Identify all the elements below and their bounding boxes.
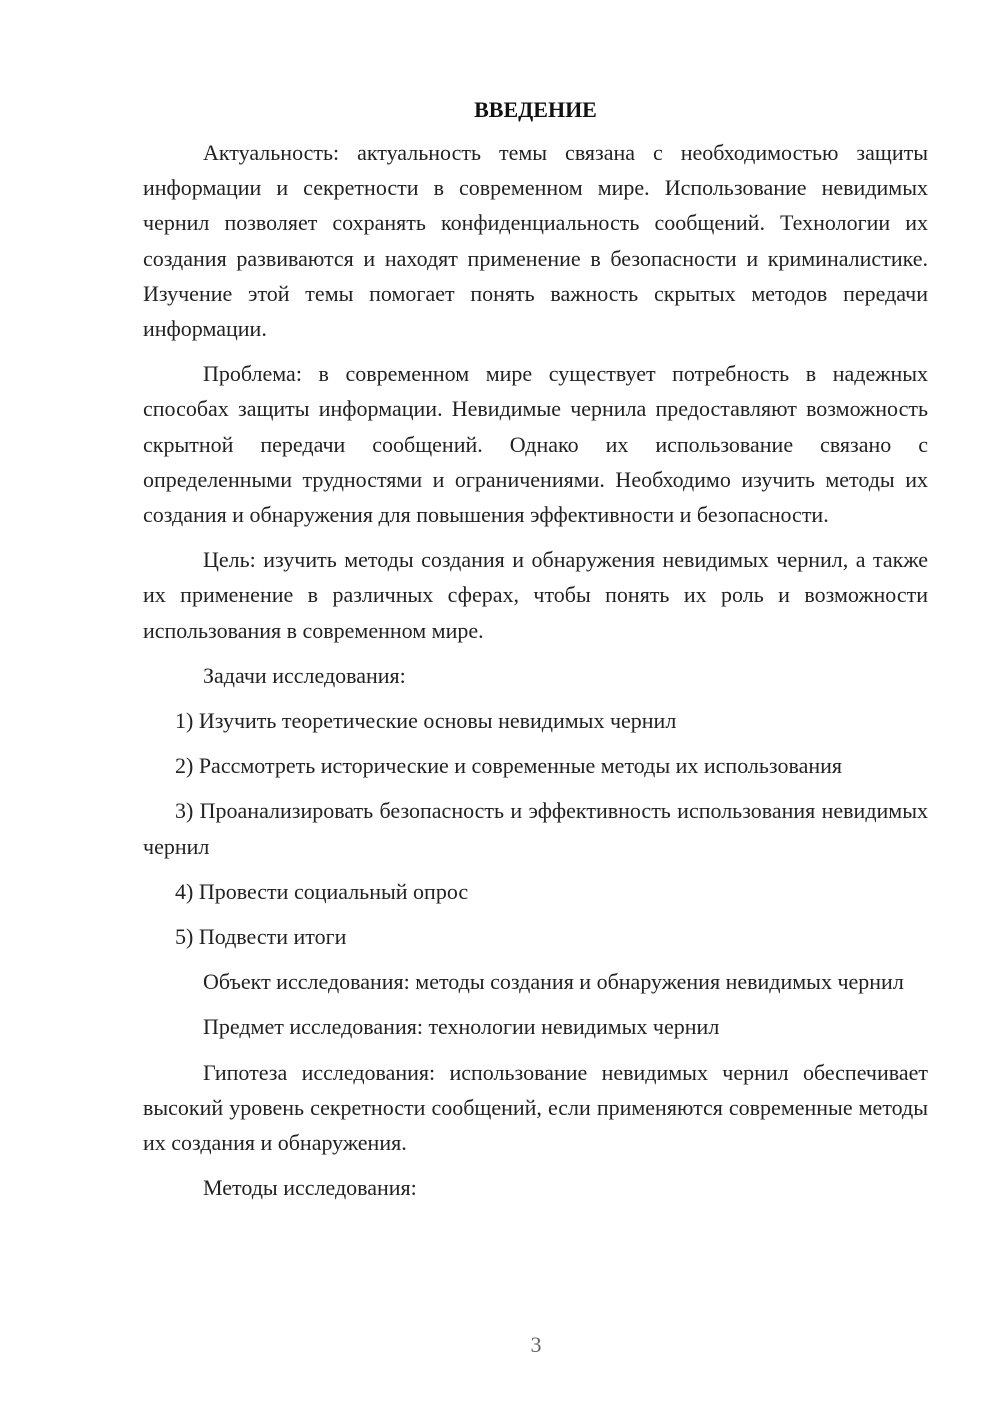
- task-item: 5) Подвести итоги: [175, 924, 347, 950]
- problem-paragraph: Проблема: в современном мире существует потребность в надежных способах защиты информации. Невидимые чернила предоставляют возможность скрытной передачи сообщений. Однако их использование связано с определенными трудностями и ограничениями. Необходимо изучить методы их создания и обнаружения для повышения эффективности и безопасности.: [143, 361, 928, 528]
- subject-paragraph: Предмет исследования: технологии невидимых чернил: [203, 1014, 720, 1040]
- goal-paragraph: Цель: изучить методы создания и обнаружения невидимых чернил, а также их применение в различных сферах, чтобы понять их роль и возможности использования в современном мире.: [143, 547, 928, 643]
- task-item: 2) Рассмотреть исторические и современные методы их использования: [175, 753, 843, 779]
- task-item: 1) Изучить теоретические основы невидимых чернил: [175, 708, 677, 734]
- relevance-paragraph: Актуальность: актуальность темы связана с необходимостью защиты информации и секретности в современном мире. Использование невидимых чернил позволяет сохранять конфиденциальность сообщений. Технологии их создания развиваются и находят применение в безопасности и криминалистике. Изучение этой темы помогает понять важность скрытых методов передачи информации.: [143, 140, 928, 342]
- page-number: 3: [530, 1332, 542, 1357]
- object-paragraph: Объект исследования: методы создания и обнаружения невидимых чернил: [203, 969, 904, 995]
- task-item: 3) Проанализировать безопасность и эффективность использования невидимых чернил: [143, 798, 928, 859]
- hypothesis-paragraph: Гипотеза исследования: использование невидимых чернил обеспечивает высокий уровень секретности сообщений, если применяются современные методы их создания и обнаружения.: [143, 1059, 928, 1156]
- methods-title: Методы исследования:: [203, 1175, 417, 1201]
- section-heading: ВВЕДЕНИЕ: [474, 97, 597, 122]
- task-item: 4) Провести социальный опрос: [175, 878, 469, 904]
- page-content: [143, 95, 928, 1215]
- tasks-title: Задачи исследования:: [203, 662, 406, 688]
